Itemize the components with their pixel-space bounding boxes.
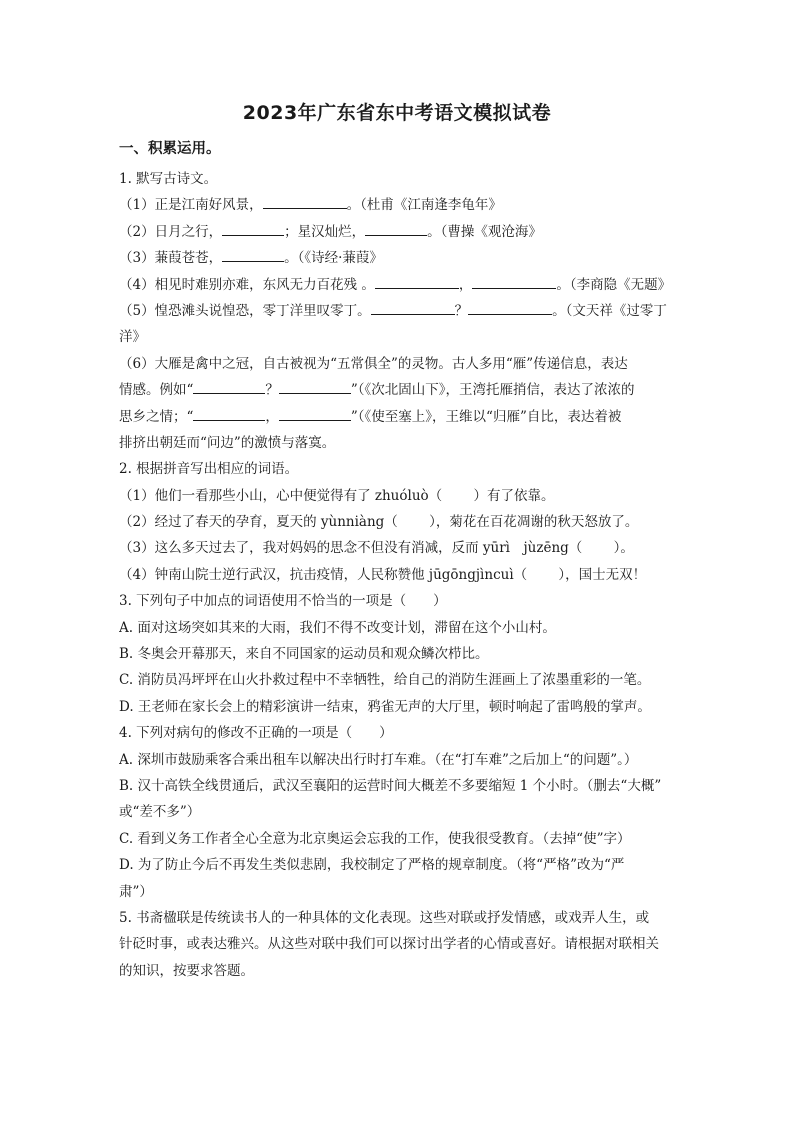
answer-blank[interactable]	[279, 405, 351, 421]
question-1-item-2	[119, 219, 679, 245]
answer-blank[interactable]	[371, 299, 455, 315]
question-3-option-b: B. 冬奥会开幕那天，来自不同国家的运动员和观众鳞次栉比。	[119, 646, 489, 663]
question-3-option-a: A. 面对这场突如其来的大雨，我们不得不改变计划，滞留在这个小山村。	[119, 619, 556, 636]
question-1-item-6-line-3	[119, 404, 679, 430]
question-1-item-5	[119, 298, 679, 324]
question-3-head: 3. 下列句子中加点的词语使用不恰当的一项是（ ）	[119, 593, 447, 610]
item-text: 。（文天祥《过零丁	[552, 302, 667, 319]
item-text: （5）惶恐滩头说惶恐，零丁洋里叹零丁。	[119, 302, 371, 319]
answer-blank[interactable]	[263, 193, 347, 209]
item-text: 情感。例如“	[119, 382, 194, 399]
item-text: ，	[458, 276, 473, 293]
item-text: 。（杜甫《江南逢李龟年》	[346, 197, 502, 214]
question-1-item-6-line-4: 排挤出朝廷而“问边”的激愤与落寞。	[119, 434, 336, 451]
question-2-item-1: （1）他们一看那些小山，心中便觉得有了 zhuóluò（ ）有了依靠。	[119, 487, 555, 504]
item-text: ”（《次北固山下》，王湾托雁捎信，表达了浓浓的	[350, 382, 635, 399]
question-2-item-3: （3）这么多天过去了，我对妈妈的思念不但没有消减，反而 yūrì jùzēng（ ）。	[119, 540, 634, 557]
question-1-item-3	[119, 245, 679, 271]
item-text: ？	[265, 382, 279, 399]
question-1-item-6-line-2	[119, 377, 679, 403]
question-1-head: 1. 默写古诗文。	[119, 171, 218, 187]
item-text: ，	[265, 408, 279, 425]
question-1-item-4	[119, 272, 679, 298]
answer-blank[interactable]	[222, 220, 284, 236]
item-text: 。（曹操《观沧海》	[427, 223, 542, 240]
item-text: （4）相见时难别亦难，东风无力百花残 。	[119, 276, 375, 293]
question-content	[119, 166, 679, 984]
question-4-option-b-cont: 或“差不多”）	[119, 804, 201, 821]
answer-blank[interactable]	[472, 273, 556, 289]
item-text: 。（《诗经·蒹葭》	[284, 250, 383, 267]
question-3-option-d: D. 王老师在家长会上的精彩演讲一结束，鸦雀无声的大厅里，顿时响起了雷鸣般的掌声。	[119, 698, 651, 715]
question-5-line-2: 针砭时事，或表达雅兴。从这些对联中我们可以探讨出学者的心情或喜好。请根据对联相关	[119, 936, 659, 953]
question-4-option-c: C. 看到义务工作者全心全意为北京奥运会忘我的工作，使我很受教育。（去掉“使”字）	[119, 830, 631, 847]
question-4-option-d: D. 为了防止今后不再发生类似悲剧，我校制定了严格的规章制度。（将“严格”改为“严	[119, 857, 625, 874]
item-text: 思乡之情；“	[119, 408, 194, 425]
question-2-item-4: （4）钟南山院士逆行武汉，抗击疫情，人民称赞他 jūgōngjìncuì（ ），国士无双！	[119, 566, 647, 583]
question-4-head: 4. 下列对病句的修改不正确的一项是（ ）	[119, 725, 393, 742]
question-5-line-1: 5. 书斋楹联是传统读书人的一种具体的文化表现。这些对联或抒发情感，或戏弄人生，或	[119, 909, 650, 926]
item-text: 。（李商隐《无题》	[556, 276, 672, 293]
item-text: ？	[454, 302, 469, 319]
answer-blank[interactable]	[193, 378, 265, 394]
item-text: （2）日月之行，	[119, 223, 223, 240]
answer-blank[interactable]	[222, 246, 284, 262]
question-4-option-d-cont: 肃”）	[119, 883, 153, 900]
question-4-option-b: B. 汉十高铁全线贯通后，武汉至襄阳的运营时间大概差不多要缩短 1 个小时。（删去“大概”	[119, 777, 662, 794]
question-2-item-2: （2）经过了春天的孕育，夏天的 yùnniàng（ ），菊花在百花凋谢的秋天怒放了。	[119, 514, 639, 531]
question-2-head: 2. 根据拼音写出相应的词语。	[119, 461, 299, 478]
item-text: （1）正是江南好风景，	[119, 197, 263, 214]
question-1-item-6-line-1: （6）大雁是禽中之冠，自古被视为“五常俱全”的灵物。古人多用“雁”传递信息，表达	[119, 355, 628, 372]
question-4-option-a: A. 深圳市鼓励乘客合乘出租车以解决出行时打车难。（在“打车难”之后加上“的问题”。）	[119, 751, 638, 768]
section-heading: 一、积累运用。	[119, 141, 221, 157]
item-text: ；星汉灿烂，	[284, 223, 366, 240]
answer-blank[interactable]	[193, 405, 265, 421]
question-3-option-c: C. 消防员冯坪坪在山火扑救过程中不幸牺牲，给自己的消防生涯画上了浓墨重彩的一笔。	[119, 672, 651, 689]
question-1-item-1	[119, 192, 679, 218]
question-5-line-3: 的知识，按要求答题。	[119, 962, 254, 979]
page-title: 2023年广东省东中考语文模拟试卷	[242, 102, 552, 124]
question-1-item-5-cont: 洋》	[119, 329, 146, 346]
answer-blank[interactable]	[365, 220, 427, 236]
answer-blank[interactable]	[468, 299, 552, 315]
answer-blank[interactable]	[375, 273, 459, 289]
item-text: （3）蒹葭苍苍，	[119, 250, 223, 267]
item-text: ”（《使至塞上》，王维以“归雁”自比，表达着被	[350, 408, 622, 425]
answer-blank[interactable]	[279, 378, 351, 394]
